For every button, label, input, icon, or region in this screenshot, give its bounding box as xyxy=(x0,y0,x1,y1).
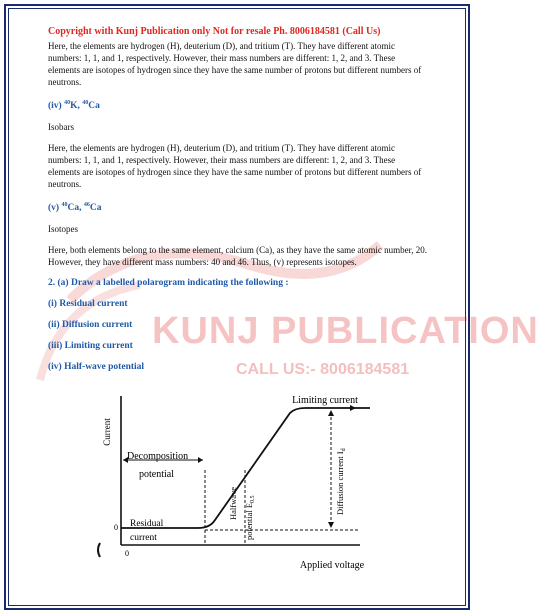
sub-item-halfwave: (iv) Half-wave potential xyxy=(48,362,145,373)
paragraph-1: Here, the elements are hydrogen (H), deuterium (D), and tritium (T). They have different atomic numbers: 1, 1, and 1, respectively. However, their mass numbers are different: 1, 2, and 3. These elements are isotopes of hydrogen since they have the same number of protons but different numbers of neutrons. xyxy=(48,41,422,87)
paragraph-2: Here, the elements are hydrogen (H), deuterium (D), and tritium (T). They have different atomic numbers: 1, 1, and 1, respectively. However, their mass numbers are different: 1, 2, and 3. These elements are isotopes of hydrogen since they have the same number of protons but different numbers of neutrons. xyxy=(48,143,422,190)
answer-v: Isotopes xyxy=(48,224,78,235)
watermark-call: CALL US:- 8006184581 xyxy=(236,361,410,378)
halfwave-label: Halfwave xyxy=(228,486,238,520)
copyright-header: Copyright with Kunj Publication only Not for resale Ph. 8006184581 (Call Us) xyxy=(48,26,381,37)
item-iv-heading: (iv) $^{40}$K, $^{40}$Ca xyxy=(48,100,100,112)
question-2a: 2. (a) Draw a labelled polarogram indicating the following : xyxy=(48,278,289,289)
diffusion-current-label: Diffusion current $I_d$ xyxy=(335,448,347,515)
zero-x-label: 0 xyxy=(125,549,129,558)
sub-item-limiting: (iii) Limiting current xyxy=(48,341,133,352)
decomposition-label: Decomposition xyxy=(127,451,189,462)
decomposition-potential-label: potential xyxy=(139,469,174,480)
y-axis-label: Current xyxy=(102,418,112,446)
residual-label: Residual xyxy=(130,519,164,529)
answer-iv: Isobars xyxy=(48,122,74,133)
item-v-heading: (v) $^{40}$Ca, $^{46}$Ca xyxy=(48,202,102,214)
paragraph-3: Here, both elements belong to the same element, calcium (Ca), as they have the same atomic number, 20. However, they have different mass numbers: 40 and 46. Thus, (v) represents isotopes. xyxy=(48,245,428,268)
zero-y-label: 0 xyxy=(114,523,118,532)
sub-item-diffusion: (ii) Diffusion current xyxy=(48,320,133,331)
residual-current-label: current xyxy=(130,533,157,543)
watermark-brand: KUNJ PUBLICATION xyxy=(152,310,539,352)
halfwave-potential-label: potential $E_{0.5}$ xyxy=(244,495,256,540)
sub-item-residual: (i) Residual current xyxy=(48,299,128,310)
x-axis-label: Applied voltage xyxy=(299,560,365,571)
limiting-current-label: Limiting current xyxy=(292,395,358,406)
